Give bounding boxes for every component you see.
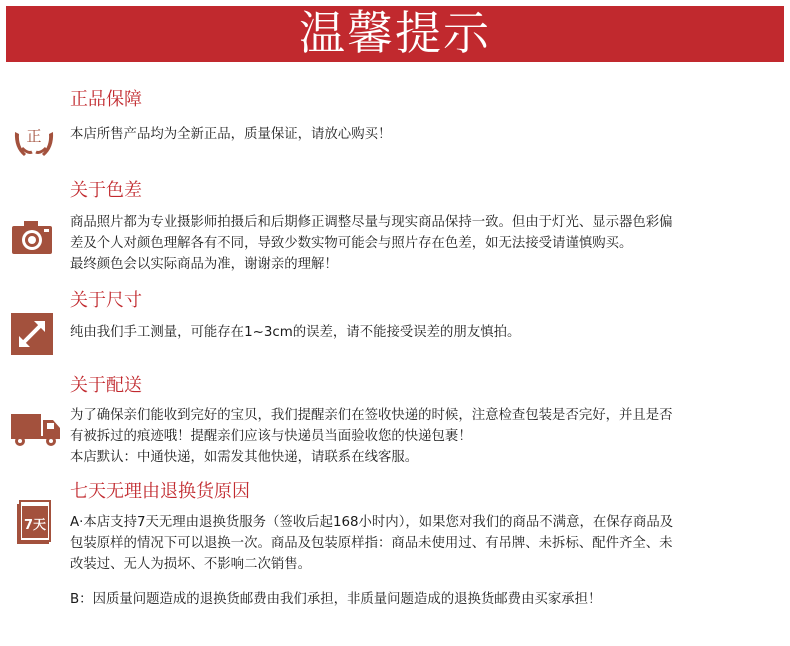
heading-delivery: 关于配送 <box>70 375 142 396</box>
para-line: 最终颜色会以实际商品为准，谢谢亲的理解！ <box>70 257 338 272</box>
title-banner <box>6 6 784 62</box>
para-seven-day-a <box>70 512 788 575</box>
para-line: 包装原样的情况下可以退换一次。商品及包装原样指：商品未使用过、有吊牌、未拆标、配件齐全、未 <box>70 536 673 551</box>
para-line: 差及个人对颜色理解各有不同，导致少数实物可能会与照片存在色差，如无法接受请谨慎购买。 <box>70 236 633 251</box>
page-title: 温馨提示 <box>299 6 491 60</box>
para-genuine <box>70 124 788 145</box>
heading-size: 关于尺寸 <box>70 290 142 311</box>
para-line: 商品照片都为专业摄影师拍摄后和后期修正调整尽量与现实商品保持一致。但由于灯光、显示器色彩偏 <box>70 215 673 230</box>
para-delivery <box>70 405 788 468</box>
para-line: A·本店支持7天无理由退换货服务（签收后起168小时内），如果您对我们的商品不满意，在保存商品及 <box>70 515 674 530</box>
seven-day-calendar-icon <box>14 500 58 544</box>
truck-icon <box>10 406 62 450</box>
diagonal-arrow-icon <box>10 312 54 356</box>
genuine-hands-icon <box>12 118 56 162</box>
para-seven-day-b <box>70 589 788 610</box>
heading-seven-day-return: 七天无理由退换货原因 <box>70 481 250 502</box>
genuine-char: 正 <box>26 127 42 145</box>
para-line: 纯由我们手工测量，可能存在1~3cm的误差，请不能接受误差的朋友慎拍。 <box>70 325 521 340</box>
heading-color-difference: 关于色差 <box>70 180 142 201</box>
para-line: 本店默认：中通快递，如需发其他快递，请联系在线客服。 <box>70 450 419 465</box>
para-line: B：因质量问题造成的退换货邮费由我们承担，非质量问题造成的退换货邮费由买家承担！ <box>70 592 602 607</box>
heading-genuine: 正品保障 <box>70 89 142 110</box>
para-line: 有被拆过的痕迹哦！提醒亲们应该与快递员当面验收您的快递包裹！ <box>70 429 472 444</box>
para-size <box>70 322 788 343</box>
seven-day-text: 7天 <box>23 518 47 533</box>
para-line: 改装过、无人为损坏、不影响二次销售。 <box>70 557 312 572</box>
camera-icon <box>10 216 54 260</box>
para-line: 本店所售产品均为全新正品，质量保证，请放心购买！ <box>70 127 392 142</box>
para-line: 为了确保亲们能收到完好的宝贝，我们提醒亲们在签收快递的时候，注意检查包装是否完好，并且是否 <box>70 408 673 423</box>
para-color-difference <box>70 212 788 275</box>
